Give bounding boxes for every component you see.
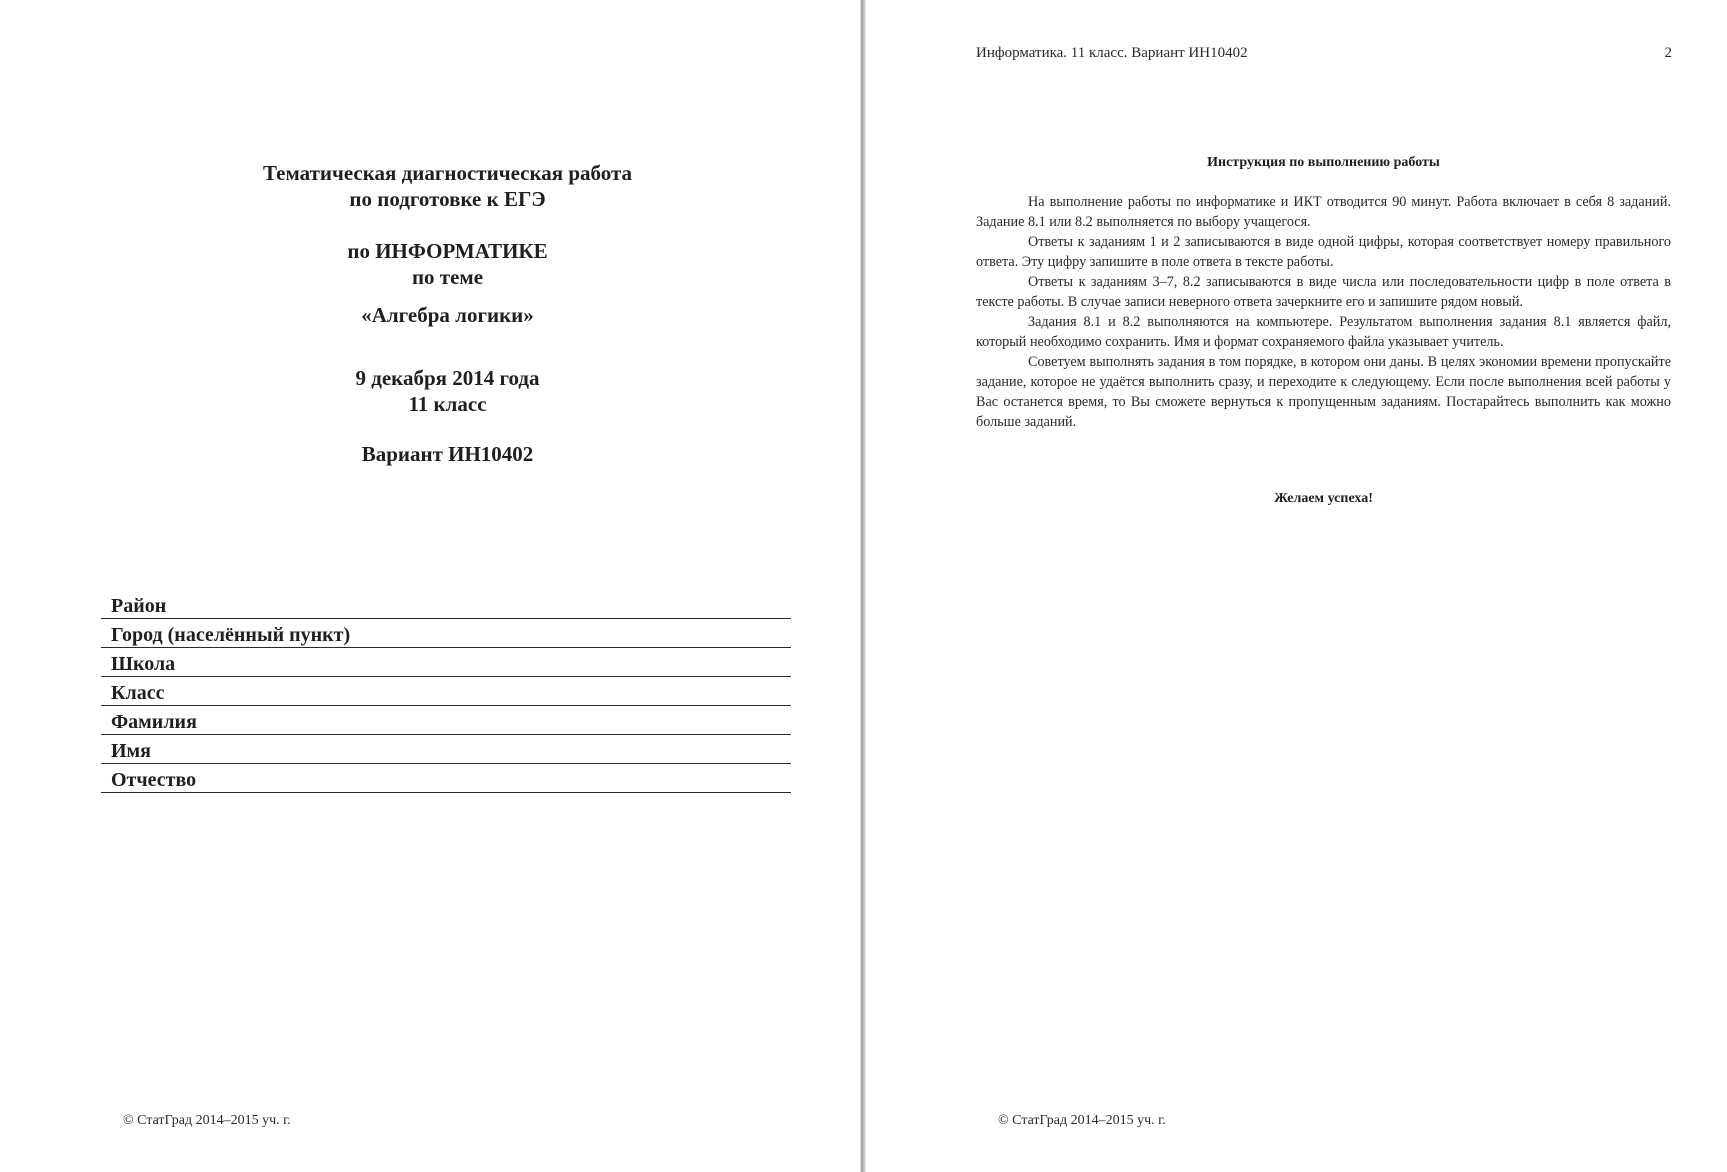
instruction-title: Инструкция по выполнению работы	[1207, 155, 1440, 170]
copyright-footer: © СтатГрад 2014–2015 уч. г.	[123, 1113, 291, 1128]
first-name-field[interactable]	[367, 736, 791, 762]
page-number: 2	[1664, 45, 1672, 61]
field-row-first-name	[101, 735, 791, 764]
topic-title: «Алгебра логики»	[361, 303, 534, 327]
class-field[interactable]	[367, 678, 791, 704]
exam-date: 9 декабря 2014 года	[355, 366, 540, 390]
right-page	[866, 0, 1727, 1172]
instruction-paragraph: Ответы к заданиям 1 и 2 записываются в виде одной цифры, которая соответствует номеру правильного ответа. Эту цифру запишите в поле ответа в тексте работы.	[976, 234, 1671, 270]
district-field[interactable]	[367, 591, 791, 617]
field-label-city: Город (населённый пункт)	[111, 624, 351, 646]
field-row-patronymic	[101, 764, 791, 793]
left-page	[0, 0, 860, 1172]
field-label-district: Район	[111, 595, 167, 617]
instruction-paragraph: Советуем выполнять задания в том порядке, в котором они даны. В целях экономии времени пропускайте задание, которое не удаётся выполнить сразу, и переходите к следующему. Если после выполнения всей работы у Вас останется время, то Вы сможете вернуться к пропущенным заданиям. Постарайтесь выполнить как можно больше заданий.	[976, 354, 1671, 430]
field-label-class: Класс	[111, 682, 165, 704]
subject-line-2: по теме	[411, 265, 484, 289]
running-header: Информатика. 11 класс. Вариант ИН10402	[976, 45, 1248, 61]
instruction-paragraph: Ответы к заданиям 3–7, 8.2 записываются в виде числа или последовательности цифр в поле ответа в тексте работы. В случае записи неверного ответа зачеркните его и запишите рядом новый.	[976, 274, 1671, 310]
field-row-school	[101, 648, 791, 677]
student-info-form	[101, 591, 791, 793]
field-row-district	[101, 591, 791, 619]
instruction-body	[976, 192, 1671, 432]
field-label-patronymic: Отчество	[111, 769, 197, 791]
field-row-city	[101, 619, 791, 648]
field-label-first-name: Имя	[111, 740, 151, 762]
patronymic-field[interactable]	[367, 765, 791, 791]
instruction-paragraph: Задания 8.1 и 8.2 выполняются на компьютере. Результатом выполнения задания 8.1 является файл, который необходимо сохранить. Имя и формат сохраняемого файла указывает учитель.	[976, 314, 1671, 350]
grade-level: 11 класс	[408, 392, 487, 416]
subject-heading	[0, 238, 895, 290]
city-field[interactable]	[367, 620, 791, 646]
field-row-class	[101, 677, 791, 706]
surname-field[interactable]	[367, 707, 791, 733]
instruction-paragraph: На выполнение работы по информатике и ИКТ отводится 90 минут. Работа включает в себя 8 заданий. Задание 8.1 или 8.2 выполняется по выбору учащегося.	[976, 194, 1671, 230]
work-title-line-1: Тематическая диагностическая работа	[262, 161, 633, 185]
field-row-surname	[101, 706, 791, 735]
work-title	[0, 160, 895, 212]
field-label-surname: Фамилия	[111, 711, 197, 733]
school-field[interactable]	[367, 649, 791, 675]
date-block	[0, 365, 895, 417]
subject-line-1: по ИНФОРМАТИКЕ	[347, 239, 548, 263]
field-label-school: Школа	[111, 653, 176, 675]
variant-title: Вариант ИН10402	[361, 442, 534, 466]
work-title-line-2: по подготовке к ЕГЭ	[349, 187, 546, 211]
copyright-footer: © СтатГрад 2014–2015 уч. г.	[998, 1113, 1166, 1128]
good-luck-wish: Желаем успеха!	[1274, 491, 1373, 506]
